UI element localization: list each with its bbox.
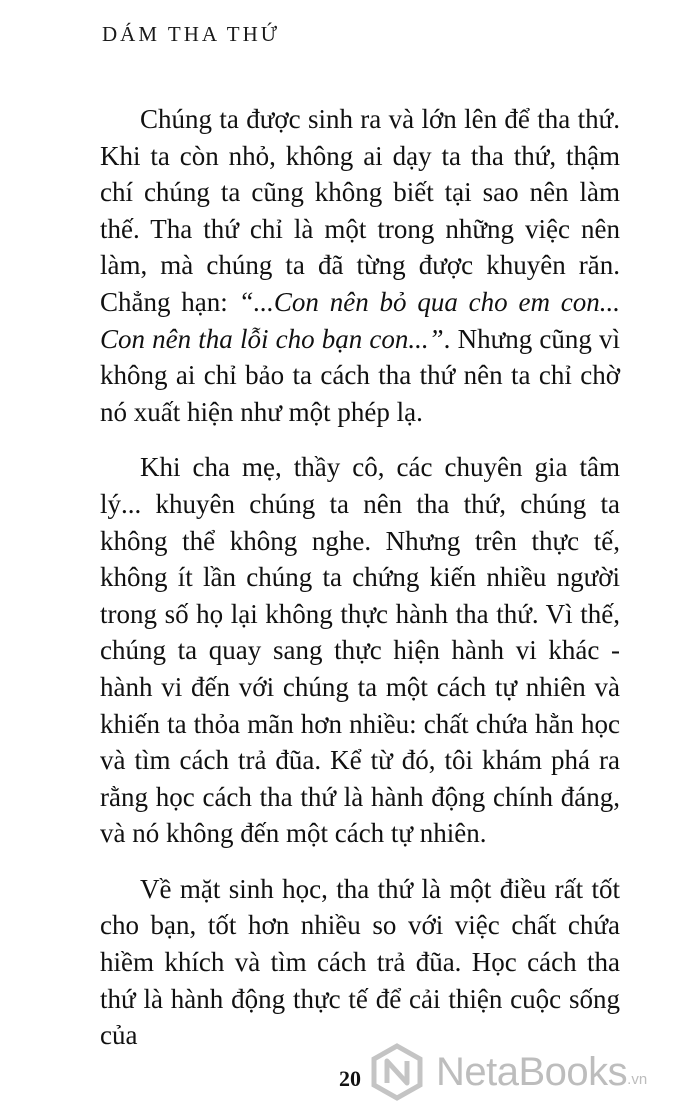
page-number: 20 [339,1066,361,1091]
paragraph-1-text: Chúng ta được sinh ra và lớn lên để tha thứ. Khi ta còn nhỏ, không ai dạy ta tha thứ, thậm chí chúng ta cũng không biết tại sao nên làm thế. Tha thứ chỉ là một trong những việc nên làm, mà chúng ta đã từng được khuyên răn. Chẳng hạn: [100,104,620,317]
watermark-brand: NetaBooks [436,1049,628,1094]
paragraph-1 [100,101,620,430]
paragraph-1-italic-quote: “...Con nên bỏ qua cho em con... Con nên tha lỗi cho bạn con...” [100,286,620,354]
running-header: DÁM THA THỨ [102,22,281,46]
watermark [368,1042,688,1102]
watermark-suffix: .vn [627,1070,648,1088]
paragraph-2: Khi cha mẹ, thầy cô, các chuyên gia tâm lý... khuyên chúng ta nên tha thứ, chúng ta không thể không nghe. Nhưng trên thực tế, không ít lần chúng ta chứng kiến nhiều người trong số họ lại không thực hành tha thứ. Vì thế, chúng ta quay sang thực hiện hành vi khác - hành vi đến với chúng ta một cách tự nhiên và khiến ta thỏa mãn hơn nhiều: chất chứa hằn học và tìm cách trả đũa. Kể từ đó, tôi khám phá ra rằng học cách tha thứ là hành động chính đáng, và nó không đến một cách tự nhiên. [100,452,620,849]
netabooks-logo-icon [368,1043,426,1101]
body-text [100,101,620,1073]
paragraph-3: Về mặt sinh học, tha thứ là một điều rất tốt cho bạn, tốt hơn nhiều so với việc chất chứa hiềm khích và tìm cách trả đũa. Học cách tha thứ là hành động thực tế để cải thiện cuộc sống của [100,873,620,1051]
paragraph-1-text-end: . Nhưng cũng vì không ai chỉ bảo ta cách tha thứ nên ta chỉ chờ nó xuất hiện như một phép lạ. [100,323,621,427]
